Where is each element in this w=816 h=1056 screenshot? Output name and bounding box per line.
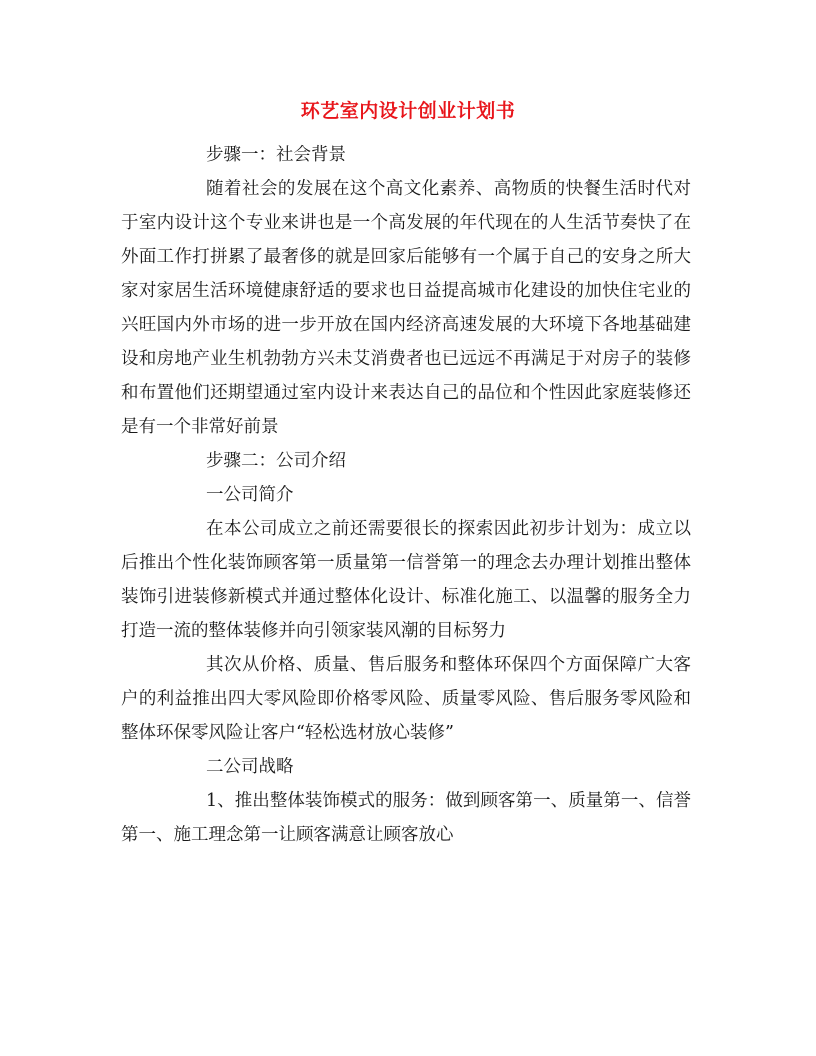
paragraph-company-profile: 在本公司成立之前还需要很长的探索因此初步计划为：成立以后推出个性化装饰顾客第一质量第一信誉第一的理念去办理计划推出整体装饰引进装修新模式并通过整体化设计、标准化施工、以温馨的服务全力打造一流的整体装修并向引领家装风潮的目标努力 <box>121 519 691 641</box>
subheading-company-profile: 一公司简介 <box>206 485 294 505</box>
subheading-company-strategy: 二公司战略 <box>206 757 294 777</box>
section-heading-company-intro: 步骤二：公司介绍 <box>206 451 346 471</box>
document-title: 环艺室内设计创业计划书 <box>300 100 516 122</box>
paragraph-zero-risk: 其次从价格、质量、售后服务和整体环保四个方面保障广大客户的利益推出四大零风险即价格零风险、质量零风险、售后服务零风险和整体环保零风险让客户“轻松选材放心装修” <box>121 655 691 743</box>
section-heading-social-background: 步骤一：社会背景 <box>206 145 346 165</box>
paragraph-strategy-item-1: 1、推出整体装饰模式的服务：做到顾客第一、质量第一、信誉第一、施工理念第一让顾客满意让顾客放心 <box>121 791 691 845</box>
paragraph-social-background: 随着社会的发展在这个高文化素养、高物质的快餐生活时代对于室内设计这个专业来讲也是一个高发展的年代现在的人生活节奏快了在外面工作打拼累了最奢侈的就是回家后能够有一个属于自己的安身之所大家对家居生活环境健康舒适的要求也日益提高城市化建设的加快住宅业的兴旺国内外市场的进一步开放在国内经济高速发展的大环境下各地基础建设和房地产业生机勃勃方兴未艾消费者也已远远不再满足于对房子的装修和布置他们还期望通过室内设计来表达自己的品位和个性因此家庭装修还是有一个非常好前景 <box>121 179 691 437</box>
document-body <box>121 138 691 852</box>
